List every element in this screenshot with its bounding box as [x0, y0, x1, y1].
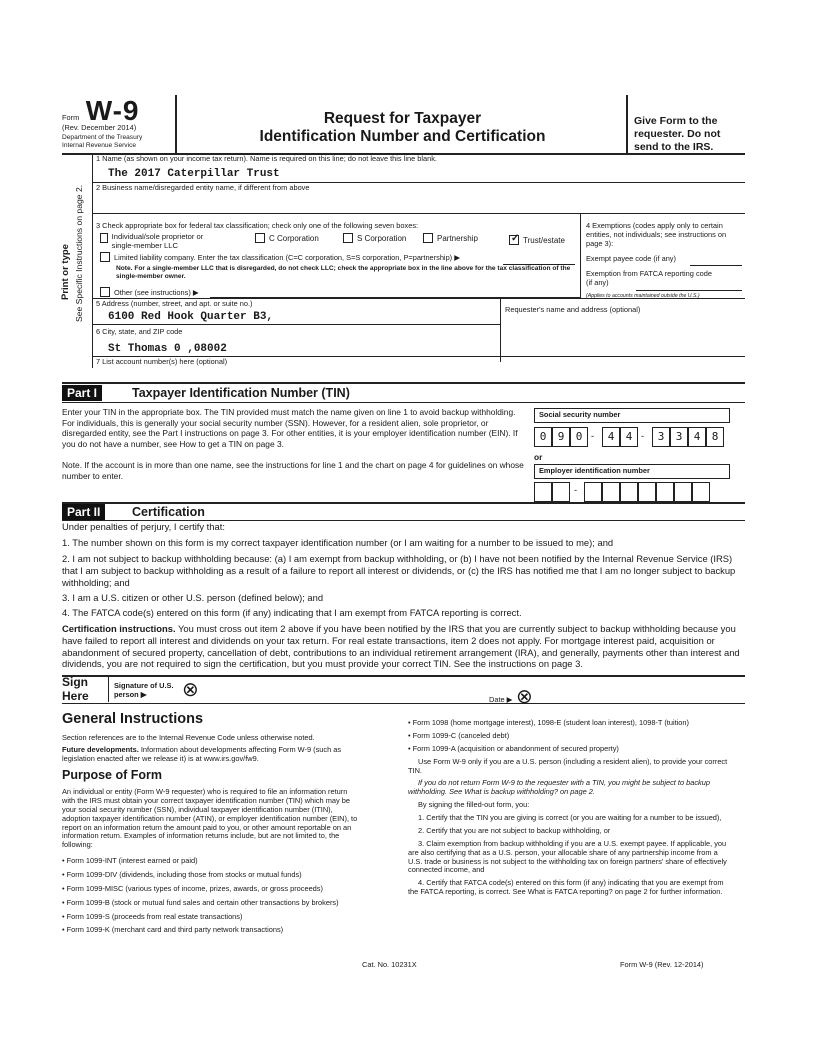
signature-field[interactable]: ⊗ [182, 679, 199, 701]
partnership-checkbox-row[interactable] [423, 233, 478, 243]
ssn-dash-2: - [641, 430, 645, 441]
footer-form-label: Form W-9 (Rev. 12-2014) [620, 960, 704, 969]
part1-note: Note. If the account is in more than one name, see the instructions for line 1 and the chart on page 4 for guidelines on whose number to enter. [62, 460, 524, 481]
catalog-number: Cat. No. 10231X [362, 960, 417, 969]
perjury-intro: Under penalties of perjury, I certify that: [62, 521, 225, 532]
ssn-digit-6[interactable]: 3 [652, 427, 670, 447]
fatca-applies-note: (Applies to accounts maintained outside the U.S.) [586, 293, 700, 299]
ein-digit-4[interactable] [602, 482, 620, 502]
bullet-1099-int: • Form 1099-INT (interest earned or paid) [62, 856, 198, 865]
trust-label: Trust/estate [523, 235, 565, 245]
form-name: W-9 [85, 95, 140, 126]
c-corp-checkbox[interactable] [255, 233, 265, 243]
bullet-1098: • Form 1098 (home mortgage interest), 1098-E (student loan interest), 1098-T (tuition) [408, 718, 689, 727]
cert-point-1: 1. Certify that the TIN you are giving is correct (or you are waiting for a number to be issued), [418, 813, 722, 822]
bullet-1099-misc: • Form 1099-MISC (various types of income, prizes, awards, or gross proceeds) [62, 883, 323, 893]
signature-label: Signature of U.S. person ▶ [114, 681, 174, 699]
left-bullets [62, 857, 362, 935]
cert-item-1: 1. The number shown on this form is my correct taxpayer identification number (or I am waiting for a number to be issued to me); and [62, 537, 614, 548]
or-label: or [534, 452, 543, 462]
irs-label: Internal Revenue Service [62, 142, 137, 149]
date-label: Date ▶ [489, 695, 513, 704]
sign-here-label: Sign Here [62, 675, 89, 703]
purpose-text: An individual or entity (Form W-9 requester) who is required to file an information return with the IRS must obtain your correct taxpayer identification number (TIN) which may be your social security number (SSN), individual taxpayer identification number (ITIN), adoption taxpayer identification number (ATIN), or employer identification number (EIN), to report on an information return the amount paid to you, or other amount reportable on an information return. Examples of information returns include, but are not limited to, the following: [62, 787, 358, 850]
section-references: Section references are to the Internal Revenue Code unless otherwise noted. [62, 733, 315, 742]
cert-instructions-title: Certification instructions. [62, 623, 176, 634]
other-label: Other (see instructions) ▶ [114, 287, 199, 297]
form-title-line2: Identification Number and Certification [259, 128, 546, 145]
individual-checkbox-row[interactable] [100, 233, 225, 250]
future-developments-title: Future developments. [62, 745, 139, 754]
ssn-digit-2[interactable]: 9 [552, 427, 570, 447]
print-or-type-label: Print or type [60, 244, 71, 300]
ein-digit-8[interactable] [674, 482, 692, 502]
revision-date: (Rev. December 2014) [62, 123, 137, 132]
bullet-1099-c: • Form 1099-C (canceled debt) [408, 730, 510, 740]
partnership-label: Partnership [437, 233, 478, 243]
individual-label: Individual/sole proprietor or single-member LLC [111, 232, 204, 250]
ein-digit-6[interactable] [638, 482, 656, 502]
part2-label: Part II [62, 504, 105, 520]
ein-digit-9[interactable] [692, 482, 710, 502]
date-field[interactable]: ⊗ [516, 686, 533, 708]
cert-instructions-text: You must cross out item 2 above if you have been notified by the IRS that you are currently subject to backup withholding because you have failed to report all interest and dividends on your tax return. For real estate transactions, item 2 does not apply. For mortgage interest paid, acquisition or abandonment of secured property, cancellation of debt, contributions to an individual retirement arrangement (IRA), and generally, payments other than interest and dividends, you are not required to sign the certification, but you must provide your correct TIN. See the instructions on page 3. [62, 623, 740, 670]
other-checkbox-row[interactable] [100, 287, 199, 297]
ein-label: Employer identification number [534, 464, 730, 479]
llc-checkbox-row[interactable] [100, 252, 460, 262]
name-field[interactable]: The 2017 Caterpillar Trust [108, 168, 280, 180]
by-signing-text: By signing the filled-out form, you: [418, 800, 530, 810]
exemptions-title: 4 Exemptions (codes apply only to certain entities, not individuals; see instructions on page 3): [586, 221, 727, 248]
cert-point-4: 4. Certify that FATCA code(s) entered on this form (if any) indicating that you are exempt from the FATCA reporting, is correct. See What is FATCA reporting? on page 2 for further information. [408, 878, 724, 897]
ein-digit-2[interactable] [552, 482, 570, 502]
part1-text: Enter your TIN in the appropriate box. The TIN provided must match the name given on line 1 to avoid backup withholding. For individuals, this is generally your social security number (SSN). However, for a resident alien, sole proprietor, or disregarded entity, see the Part I instructions on page 3. For other entities, it is your employer identification number (EIN). If you do not have a number, see How to get a TIN on page 3. [62, 407, 518, 449]
future-developments [62, 746, 362, 764]
trust-checkbox-row[interactable] [509, 235, 565, 245]
department: Department of the Treasury [62, 134, 143, 141]
part1-title: Taxpayer Identification Number (TIN) [132, 386, 350, 400]
bullet-1099-s: • Form 1099-S (proceeds from real estate transactions) [62, 911, 243, 921]
cert-point-3: 3. Claim exemption from backup withholding if you are a U.S. exempt payee. If applicable, you are also certifying that as a U.S. person, your allocable share of any partnership income from a U.S. trade or business is not subject to the withholding tax on foreign partners' share of effectively connected income, and [408, 838, 727, 875]
right-column [408, 719, 728, 897]
cert-item-2: 2. I am not subject to backup withholding because: (a) I am exempt from backup withholding, or (b) I have not been notified by the Internal Revenue Service (IRS) that I am subject to backup withholding as a result of a failure to report all interest or dividends, or (c) the IRS has notified me that I am no longer subject to backup withholding; and [62, 553, 736, 588]
ssn-digit-5[interactable]: 4 [620, 427, 638, 447]
future-developments-text: Information about developments affecting Form W-9 (such as legislation enacted after we release it) is at www.irs.gov/fw9. [62, 745, 342, 763]
ein-dash: - [574, 484, 578, 495]
ssn-label: Social security number [534, 408, 730, 423]
ssn-digit-8[interactable]: 4 [688, 427, 706, 447]
s-corp-checkbox[interactable] [343, 233, 353, 243]
form-label: Form [62, 113, 80, 122]
cert-item-3: 3. I am a U.S. citizen or other U.S. person (defined below); and [62, 592, 324, 603]
ssn-digit-3[interactable]: 0 [570, 427, 588, 447]
partnership-checkbox[interactable] [423, 233, 433, 243]
ssn-digit-4[interactable]: 4 [602, 427, 620, 447]
other-checkbox[interactable] [100, 287, 110, 297]
ein-digit-5[interactable] [620, 482, 638, 502]
line7-label: 7 List account number(s) here (optional) [96, 357, 228, 366]
purpose-title: Purpose of Form [62, 768, 163, 782]
cert-point-2: 2. Certify that you are not subject to backup withholding, or [418, 825, 611, 835]
ssn-dash-1: - [591, 430, 595, 441]
line5-label: 5 Address (number, street, and apt. or suite no.) [96, 299, 253, 308]
cert-item-4: 4. The FATCA code(s) entered on this form (if any) indicating that I am exempt from FATCA reporting is correct. [62, 607, 522, 618]
use-w9-text: Use Form W-9 only if you are a U.S. person (including a resident alien), to provide your correct TIN. [408, 756, 728, 775]
line1-label: 1 Name (as shown on your income tax return). Name is required on this line; do not leave this line blank. [96, 154, 437, 163]
if-not-return-text: If you do not return Form W-9 to the requester with a TIN, you might be subject to backup withholding. See What is backup withholding? on page 2. [408, 778, 710, 797]
exempt-payee-label: Exempt payee code (if any) [586, 254, 676, 263]
llc-label: Limited liability company. Enter the tax classification (C=C corporation, S=S corporation, P=partnership) ▶ [114, 252, 460, 262]
bullet-1099-k: • Form 1099-K (merchant card and third party network transactions) [62, 925, 284, 935]
bullet-1099-a: • Form 1099-A (acquisition or abandonment of secured property) [408, 743, 619, 753]
line2-label: 2 Business name/disregarded entity name, if different from above [96, 183, 310, 192]
part2-title: Certification [132, 505, 205, 519]
ein-digit-1[interactable] [534, 482, 552, 502]
ein-digit-7[interactable] [656, 482, 674, 502]
individual-checkbox[interactable] [100, 233, 108, 243]
city-state-zip-field[interactable]: St Thomas 0 ,08002 [108, 343, 227, 355]
ssn-digit-7[interactable]: 3 [670, 427, 688, 447]
general-instructions-title: General Instructions [62, 711, 204, 727]
give-form-note: Give Form to the requester. Do not send to the IRS. [634, 115, 721, 154]
llc-note: Note. For a single-member LLC that is disregarded, do not check LLC; check the appropriate box in the line above for the tax classification of the single-member owner. [116, 265, 571, 280]
s-corp-label: S Corporation [357, 233, 407, 243]
cert-instructions [62, 623, 750, 670]
form-title-line1: Request for Taxpayer [323, 110, 482, 127]
see-instructions-label: See Specific Instructions on page 2. [74, 184, 84, 322]
ein-digit-3[interactable] [584, 482, 602, 502]
c-corp-label: C Corporation [269, 233, 319, 243]
address-field[interactable]: 6100 Red Hook Quarter B3, [108, 311, 274, 323]
ssn-digit-9[interactable]: 8 [706, 427, 724, 447]
fatca-label: Exemption from FATCA reporting code (if any) [586, 269, 712, 287]
c-corp-checkbox-row[interactable] [255, 233, 319, 243]
trust-checkbox[interactable] [509, 235, 519, 245]
part1-label: Part I [62, 385, 102, 401]
bullet-1099-b: • Form 1099-B (stock or mutual fund sales and certain other transactions by brokers) [62, 897, 339, 907]
requester-label: Requester's name and address (optional) [505, 305, 641, 314]
llc-checkbox[interactable] [100, 252, 110, 262]
bullet-1099-div: • Form 1099-DIV (dividends, including those from stocks or mutual funds) [62, 869, 302, 879]
s-corp-checkbox-row[interactable] [343, 233, 406, 243]
line3-label: 3 Check appropriate box for federal tax classification; check only one of the following seven boxes: [96, 221, 419, 230]
ssn-digit-1[interactable]: 0 [534, 427, 552, 447]
line6-label: 6 City, state, and ZIP code [96, 327, 183, 336]
